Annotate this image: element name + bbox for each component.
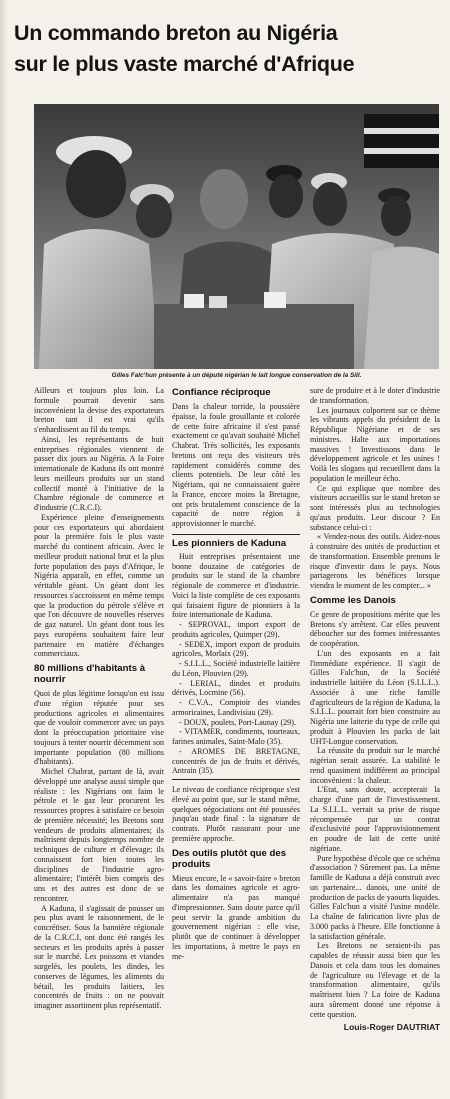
paragraph: Pure hypothèse d'école que ce schéma d'association ? Sûrement pas. La même famille de Kaduna a déjà construit avec un partenaire... danois, une unité de production de packs de yaourts liquides. Gilles Falc'hun a visité l'usine modèle. La chaîne de fabrication livre plus de 3.000 packs à l'heure. Elle fonctionne à la satisfaction générale. [310, 853, 440, 941]
list-item: - C.V.A., Comptoir des viandes armoricaines, Landivisiau (29). [172, 698, 300, 717]
paragraph: Ailleurs et toujours plus loin. La formule pourrait devenir sans inconvénient la devise des exportateurs breton tant il est vrai qu'ils s'enhardissent au fil du temps. [34, 386, 164, 434]
paragraph: Expérience pleine d'enseignements pour ces exportateurs qui abordaient pour la première fois le plus vaste marché du continent africain. Avec le meilleur produit national brut et la plus forte population des pays d'Afrique, le Nigéria apparaît, en effet, comme un véritable géant. Un géant dont les ressources s'accroissent en même temps que la production du pétrole s'élève et que l'on découvre de nouvelles réserves de gaz naturel. Un géant dont tous les pays européens souhaitent faire leur partenaire en matière d'échanges commerciaux. [34, 512, 164, 659]
headline-line-2: sur le plus vaste marché d'Afrique [14, 52, 355, 76]
article-photo [34, 104, 439, 369]
author-signature: Louis-Roger DAUTRIAT [343, 1022, 440, 1033]
list-item: - SEDEX, import export de produits agricoles, Morlaix (29). [172, 639, 300, 659]
list-item: - S.I.L.L., Société industrielle laitière du Léon, Plouvien (29). [172, 659, 300, 678]
article-headline [14, 18, 444, 80]
paragraph: Dans la chaleur torride, la poussière épaisse, la foule grouillante et colorée de cette foire africaine il s'est passé exactement ce qu'avait souhaité Michel Chabrat. Très sollicités, les exposants bretons ont reçu des visiteurs très rapidement considérés comme des clients potentiels. De leur côté les Nigérians, qui ne connaissaient guère la France, encore moins la Bretagne, ont pris brutalement conscience de la capacité de notre région à approvisionner le marché. [172, 402, 300, 528]
paragraph: Michel Chabrat, partant de là, avait développé une analyse aussi simple que réaliste : les Nigérians ont faim le pétrole et le gaz leur procurent les ressources propres à satisfaire ce besoin de première nécessité; les Bretons sont vendeurs de produits alimentaires; ils maîtrisent depuis longtemps nombre de techniques de culture et d'élevage; ils connaissent fort bien toutes les disciplines de l'industrie agro-alimentaire; l'intérêt bien compris des uns et des autres est donc de se rencontrer. [34, 767, 164, 903]
paragraph: Les Bretons ne seraient-ils pas capables de réussir aussi bien que les Danois et cela dans tous les domaines de l'agriculture ou l'élevage et de la transformation alimentaire, qu'ils maîtrisent bien ? La foire de Kaduna aura sûrement donné une réponse à cette question. [310, 941, 440, 1019]
list-item: - VITAMER, condiments, tourteaux, farines animales, Saint-Malo (35). [172, 727, 300, 746]
paragraph: L'un des exposants en a fait l'immédiate expérience. Il s'agit de Gilles Falc'hun, de la Société industrielle laitière du Léon (S.I.L.L.). Associée à une riche famille d'agriculteurs de la région de Kaduna, la S.I.L.L. pourrait fort bien construire au Nigéria une laiterie du type de celle qui produit à Plouvien les packs de lait UHT-Longue conservation. [310, 648, 440, 746]
text-column-2 [172, 386, 300, 961]
paragraph: L'Etat, sans doute, accepterait la charge d'une part de l'investissement. La S.I.L.L. verrait sa prise de risque récompensée par un contrat d'exclusivité pour l'approvisionnement en poudre de lait de cette unité nigériane. [310, 785, 440, 853]
section-heading: 80 millions d'habitants à nourrir [34, 663, 146, 685]
paragraph: « Vendez-nous des outils. Aidez-nous à construire des unités de production et de transformation. Ensemble prenons le risque d'investir dans le pays. Nous partagerons les bénéfices lorsque viendra le moment de les compter... » [310, 532, 440, 590]
paragraph: Le niveau de confiance réciproque s'est élevé au point que, sur le stand même, quelques négociations ont été poussées jusqu'au stade final : la signature de contrats. Plutôt rassurant pour une première approche. [172, 785, 300, 843]
section-heading: Comme les Danois [310, 594, 396, 606]
page-edge-shadow [0, 0, 8, 1099]
box-heading: Les pionniers de Kaduna [172, 537, 287, 549]
paragraph: A Kaduna, il s'agissait de pousser un peu plus avant le raisonnement, de le concrétiser. Sous la bannière régionale de la C.R.C.I, ont donc été rangés les secteurs et les produits après à passer sur le marché. Les poissons et viandes surgelés, les poulets, les dindes, les conserves de légumes, les aliments du bétail, les produits laitiers, les concentrés de fruits : on ne pouvait imaginer assortiment plus représentatif. [34, 903, 164, 1010]
section-heading: Confiance réciproque [172, 387, 271, 398]
paragraph: Ce qui explique que nombre des visiteurs accueillis sur le stand breton se sont intéressés plus au technologies qu'aux produits. Leur discour ? En substance celui-ci : [310, 483, 440, 532]
text-column-1 [34, 386, 164, 1011]
paragraph: La réussite du produit sur le marché nigérian serait assurée. La stabilité le rend quasiment indifférent au principal inconvénient : la chaleur. [310, 746, 440, 785]
list-item: - SEPROVAL, import export de produits agricoles, Quimper (29). [172, 620, 300, 639]
exhibitors-box [172, 534, 300, 780]
photo-caption: Gilles Falc'hun présente à un député nigérian le lait longue conservation de la Sill. [111, 372, 362, 379]
paragraph: Ce genre de propositions mérite que les Bretons s'y arrêtent. Car elles peuvent déboucher sur des formes intéressantes de coopération. [310, 609, 440, 648]
paragraph: Ainsi, les représentants de huit entreprises régionales viennent de passer dix jours au Nigéria. A la Foire internationale de Kaduna ils ont montré leurs meilleurs produits sur un stand collectif monté à l'initiative de la Chambre régionale de commerce et d'industrie (C.R.C.I). [34, 434, 164, 512]
headline-line-1: Un commando breton au Nigéria [14, 21, 338, 45]
list-item: - LERIAL, dindes et produits dérivés, Locmine (56). [172, 678, 300, 698]
section-heading: Des outils plutôt que des produits [172, 847, 287, 870]
paragraph: Mieux encore, le « savoir-faire » breton dans les domaines agricole et agro-alimentaire n'a pas manqué d'impressionner. Sans doute parce qu'il peut servir la grande ambition du gouvernement nigérian : elle vise, plutôt que de continuer à développer les importations, à mettre le pays en me- [172, 873, 300, 961]
list-item: - DOUX, poulets, Port-Launay (29). [179, 717, 296, 727]
paragraph: Les journaux colportent sur ce thème les vibrants appels du président de la République Nigériane et de ses ministres. Halte aux importations massives ! Investissons dans le développement agricole et les usines ! Voilà les slogans qui recueillent dans la population le meilleur écho. [310, 405, 440, 483]
paragraph: Quoi de plus légitime lorsqu'on est issu d'une région réputée pour ses productions agricoles et alimentaires que de vouloir commercer avec un pays dont la préoccupation prioritaire vise toujours à tenter nourrir décemment son importante population (80 millions d'habitants). [34, 689, 164, 767]
text-column-3 [310, 386, 440, 1033]
exhibitor-list [172, 620, 300, 776]
list-item: - AROMES DE BRETAGNE, concentrés de jus de fruits et dérivés, Antrain (35). [172, 746, 300, 776]
photo-illustration [34, 104, 439, 369]
paragraph: sure de produire et à le doter d'industrie de transformation. [310, 386, 440, 405]
box-intro: Huit entreprises présentaient une bonne douzaine de catégories de produits sur le stand de la chambre régionale de commerce et d'industrie. Voici la liste complète de ces exposants qui faisaient figure de pionniers à la foire internationale de Kaduna. [172, 551, 300, 620]
